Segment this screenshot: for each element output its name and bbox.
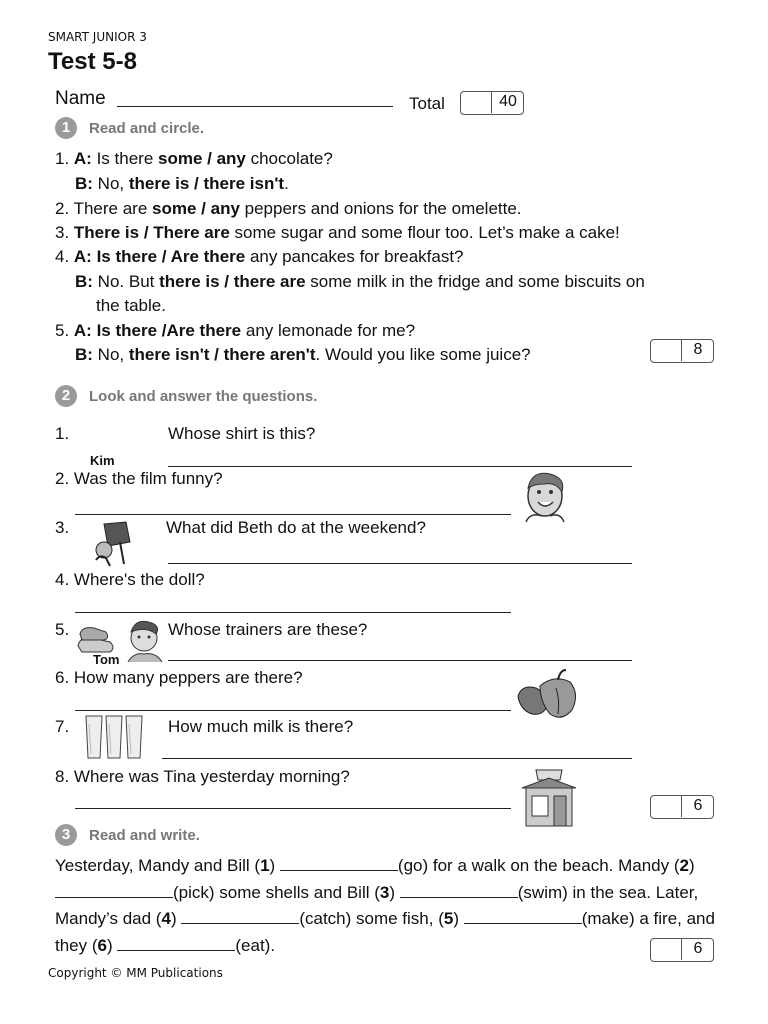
section-3-score: 6: [681, 938, 714, 960]
shop-building-picture: [520, 768, 578, 828]
section-1-number: 1: [55, 117, 77, 139]
q8-question: 8. Where was Tina yesterday morning?: [55, 767, 350, 786]
section-2-score: 6: [681, 795, 714, 817]
peppers-picture: [514, 668, 580, 724]
q5-answer-line[interactable]: [168, 660, 632, 661]
section-2-score-box[interactable]: [650, 795, 714, 819]
gap-5-field[interactable]: [464, 909, 582, 924]
gap-2-field[interactable]: [55, 883, 173, 898]
q3-answer-line[interactable]: [168, 563, 632, 564]
section-3-score-box[interactable]: [650, 938, 714, 962]
q6-question: 6. How many peppers are there?: [55, 668, 303, 687]
q7-answer-line[interactable]: [162, 758, 632, 759]
q7-question: How much milk is there?: [168, 717, 354, 736]
q2-answer-line[interactable]: [75, 514, 511, 515]
s1-line-7: the table.: [96, 296, 166, 315]
girl-doing-cartwheel-picture: [90, 520, 140, 568]
q5-number: 5.: [55, 620, 70, 639]
q1-question: Whose shirt is this?: [168, 424, 316, 443]
series-label: SMART JUNIOR 3: [48, 30, 147, 44]
trainers-and-boy-picture: [76, 618, 166, 664]
q5-question: Whose trainers are these?: [168, 620, 368, 639]
q2-question: 2. Was the film funny?: [55, 469, 223, 488]
s1-line-1: 1. A: Is there some / any chocolate?: [55, 149, 333, 168]
section-2-heading: [55, 385, 317, 407]
q1-answer-line[interactable]: [168, 466, 632, 467]
section-1-score-box[interactable]: [650, 339, 714, 363]
section-3-instruction: Read and write.: [89, 826, 200, 844]
section-3-number: 3: [55, 824, 77, 846]
gap-4-field[interactable]: [181, 909, 299, 924]
q3-number: 3.: [55, 518, 70, 537]
q4-question: 4. Where's the doll?: [55, 570, 205, 589]
total-score-value: 40: [491, 91, 524, 113]
s1-line-3: 2. There are some / any peppers and onions for the omelette.: [55, 199, 522, 218]
test-title: Test 5-8: [48, 48, 137, 75]
total-score-box[interactable]: [460, 91, 524, 115]
s1-line-6: B: No. But there is / there are some milk in the fridge and some biscuits on: [75, 272, 645, 291]
milk-glasses-picture: [84, 714, 146, 760]
section-1-instruction: Read and circle.: [89, 119, 205, 137]
name-label: Name: [55, 88, 106, 109]
gap-1-field[interactable]: [280, 856, 398, 871]
s1-line-5: 4. A: Is there / Are there any pancakes for breakfast?: [55, 247, 464, 266]
copyright: Copyright © MM Publications: [48, 966, 223, 980]
section-1-heading: [55, 117, 204, 139]
q6-answer-line[interactable]: [75, 710, 511, 711]
q4-answer-line[interactable]: [75, 612, 511, 613]
q1-number: 1.: [55, 424, 70, 443]
section-3-heading: [55, 824, 200, 846]
section-3-paragraph: Yesterday, Mandy and Bill (1) (go) for a walk on the beach. Mandy (2) (pick) some shells and Bill (3) (swim) in the sea. Later, Mandy’s dad (4) (catch) some fish, (5) (make) a fire, and they (6) (eat).: [55, 856, 715, 955]
gap-3-field[interactable]: [400, 883, 518, 898]
q1-caption-kim: Kim: [90, 453, 115, 468]
total-label: Total: [409, 94, 445, 113]
gap-6-field[interactable]: [117, 936, 235, 951]
s1-line-9: B: No, there isn't / there aren't. Would you like some juice?: [75, 345, 531, 364]
q8-answer-line[interactable]: [75, 808, 511, 809]
q3-question: What did Beth do at the weekend?: [166, 518, 426, 537]
s1-line-8: 5. A: Is there /Are there any lemonade for me?: [55, 321, 416, 340]
name-field[interactable]: [117, 106, 393, 107]
laughing-boy-picture: [520, 470, 570, 524]
q7-number: 7.: [55, 717, 70, 736]
section-2-number: 2: [55, 385, 77, 407]
section-1-score: 8: [681, 339, 714, 361]
s1-line-4: 3. There is / There are some sugar and some flour too. Let’s make a cake!: [55, 223, 620, 242]
s1-line-2: B: No, there is / there isn't.: [75, 174, 289, 193]
q5-caption-tom: Tom: [93, 652, 120, 667]
section-2-instruction: Look and answer the questions.: [89, 387, 318, 405]
